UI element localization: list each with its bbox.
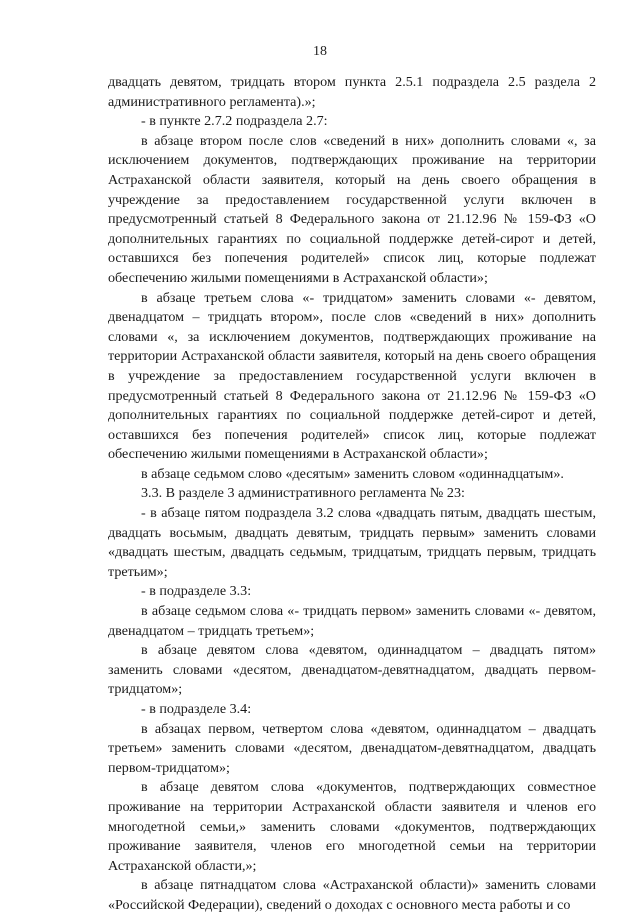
paragraph-subsection-3-4: - в подразделе 3.4: [141,701,252,717]
paragraph-second-abzac: в абзаце втором после слов «сведений в них» дополнить словами «, за исключением документов, подтверждающих проживание на территории Астраханской области заявителя, который на день своего обращения в учреждение за предоставлением государственной услуги включен в предусмотренный статьей 8 Федерального закона от 21.12.96 № 159-ФЗ «О дополнительных гарантиях по социальной поддержке детей-сирот и детей, оставшихся без попечения родителей» список лиц, которые подлежат обеспечению жилыми помещениями в Астраханской области»; [108,132,596,286]
paragraph-ninth-abzac-3-3: в абзаце девятом слова «девятом, одиннадцатом – двадцать пятом» заменить словами «десятом, двенадцатом-девятнадцатом, двадцать первом-тридцатом»; [108,642,596,698]
paragraph-subsection-3-2: - в абзаце пятом подраздела 3.2 слова «двадцать пятым, двадцать шестым, двадцать восьмым, двадцать девятым, тридцать первым» заменить словами «двадцать шестым, двадцать седьмым, тридцатым, тридцать первым, тридцать третьим»; [108,505,596,580]
paragraph-section-3-3: 3.3. В разделе 3 административного регламента № 23: [141,485,465,502]
paragraph-seventh-abzac: в абзаце седьмом слово «десятым» заменить словом «одиннадцатым». [141,465,564,482]
paragraph-subsection-3-3: - в подразделе 3.3: [141,583,252,600]
paragraph-ninth-abzac-3-4: в абзаце девятом слова «документов, подтверждающих совместное проживание на территории Астраханской области заявителя и членов его многодетной семьи,» заменить словами «документов, подтверждающих проживание заявителя, членов его многодетной семьи на территории Астраханской области,»; [108,779,596,874]
paragraph-continuation: двадцать девятом, тридцать втором пункта 2.5.1 подраздела 2.5 раздела 2 административного регламента).»; [108,74,596,110]
paragraph-subsection-2-7-2: - в пункте 2.7.2 подраздела 2.7: [141,113,328,130]
page-number: 18 [313,44,327,59]
paragraph-first-fourth-abzac: в абзацах первом, четвертом слова «девятом, одиннадцатом – двадцать третьем» заменить словами «десятом, двенадцатом-девятнадцатом, двадцать первом-тридцатом»; [108,720,596,776]
paragraph-third-abzac: в абзаце третьем слова «- тридцатом» заменить словами «- девятом, двенадцатом – тридцать втором», после слов «сведений в них» дополнить словами «, за исключением документов, подтверждающих проживание на территории Астраханской области заявителя, который на день своего обращения в учреждение за предоставлением государственной услуги включен в предусмотренный статьей 8 Федерального закона от 21.12.96 № 159-ФЗ «О дополнительных гарантиях по социальной поддержке детей-сирот и детей, оставшихся без попечения родителей» список лиц, которые подлежат обеспечению жилыми помещениями в Астраханской области»; [108,289,596,463]
document-body [108,73,596,916]
paragraph-fifteenth-abzac: в абзаце пятнадцатом слова «Астраханской области)» заменить словами «Российской Федерации), сведений о доходах с основного места работы и со [108,877,596,913]
paragraph-seventh-abzac-3-3: в абзаце седьмом слова «- тридцать первом» заменить словами «- девятом, двенадцатом – тридцать третьем»; [108,603,596,639]
